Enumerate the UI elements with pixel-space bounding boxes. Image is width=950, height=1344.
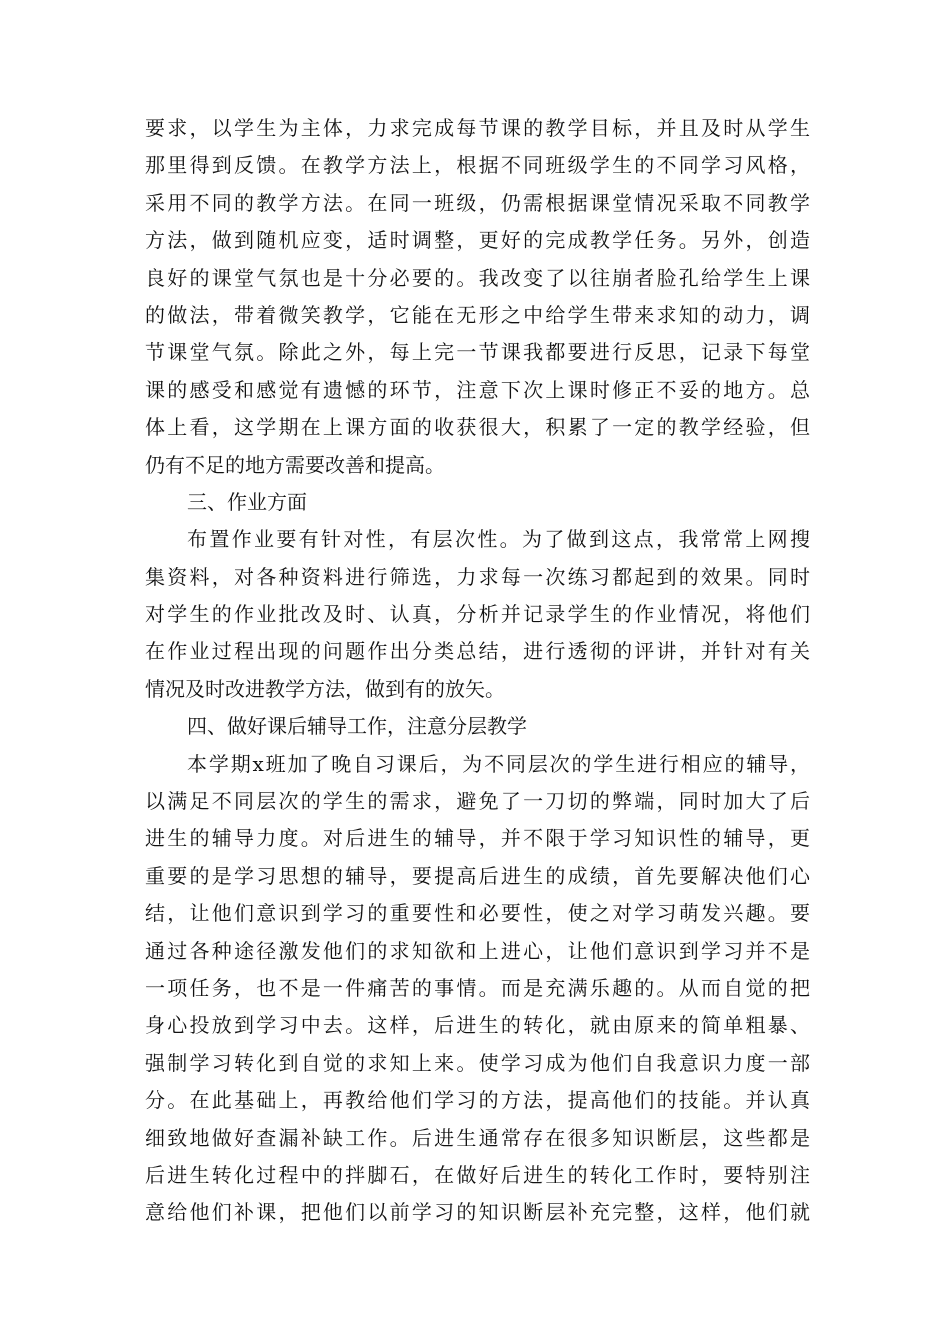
text-line: 情况及时改进教学方法，做到有的放矢。 bbox=[145, 676, 505, 701]
text-line: 那里得到反馈。在教学方法上，根据不同班级学生的不同学习风格， bbox=[145, 153, 810, 178]
text-line: 要求，以学生为主体，力求完成每节课的教学目标，并且及时从学生 bbox=[145, 116, 810, 140]
paragraph-tutoring bbox=[145, 746, 810, 1232]
text-line: 结，让他们意识到学习的重要性和必要性，使之对学习萌发兴趣。要 bbox=[145, 901, 810, 926]
text-line: 良好的课堂气氛也是十分必要的。我改变了以往崩者脸孔给学生上课 bbox=[145, 265, 810, 290]
paragraph-teaching-methods bbox=[145, 110, 810, 484]
text-line: 本学期x班加了晚自习课后，为不同层次的学生进行相应的辅导， bbox=[187, 751, 810, 776]
text-line: 仍有不足的地方需要改善和提高。 bbox=[145, 452, 445, 477]
text-line: 通过各种途径激发他们的求知欲和上进心，让他们意识到学习并不是 bbox=[145, 938, 810, 963]
text-line: 强制学习转化到自觉的求知上来。使学习成为他们自我意识力度一部 bbox=[145, 1050, 810, 1075]
text-line: 进生的辅导力度。对后进生的辅导，并不限于学习知识性的辅导，更 bbox=[145, 826, 810, 851]
section-heading-tutoring: 四、做好课后辅导工作，注意分层教学 bbox=[187, 714, 527, 739]
text-line: 意给他们补课，把他们以前学习的知识断层补充完整，这样，他们就 bbox=[145, 1200, 810, 1225]
text-line: 体上看，这学期在上课方面的收获很大，积累了一定的教学经验，但 bbox=[145, 415, 810, 440]
text-line: 在作业过程出现的问题作出分类总结，进行透彻的评讲，并针对有关 bbox=[145, 639, 810, 664]
text-line: 以满足不同层次的学生的需求，避免了一刀切的弊端，同时加大了后 bbox=[145, 789, 810, 814]
text-line: 集资料，对各种资料进行筛选，力求每一次练习都起到的效果。同时 bbox=[145, 564, 810, 589]
text-line: 方法，做到随机应变，适时调整，更好的完成教学任务。另外，创造 bbox=[145, 228, 810, 253]
section-heading-homework: 三、作业方面 bbox=[187, 489, 307, 514]
text-line: 对学生的作业批改及时、认真，分析并记录学生的作业情况，将他们 bbox=[145, 602, 810, 627]
text-line: 采用不同的教学方法。在同一班级，仍需根据课堂情况采取不同教学 bbox=[145, 190, 810, 215]
text-line: 细致地做好查漏补缺工作。后进生通常存在很多知识断层，这些都是 bbox=[145, 1125, 810, 1150]
document-body bbox=[145, 110, 810, 1232]
text-line: 分。在此基础上，再教给他们学习的方法，提高他们的技能。并认真 bbox=[145, 1088, 810, 1113]
text-line: 的做法，带着微笑教学，它能在无形之中给学生带来求知的动力，调 bbox=[145, 302, 810, 327]
paragraph-homework bbox=[145, 521, 810, 708]
text-line: 后进生转化过程中的拌脚石，在做好后进生的转化工作时，要特别注 bbox=[145, 1162, 810, 1187]
text-line: 身心投放到学习中去。这样，后进生的转化，就由原来的简单粗暴、 bbox=[145, 1013, 810, 1038]
text-line: 节课堂气氛。除此之外，每上完一节课我都要进行反思，记录下每堂 bbox=[145, 340, 810, 365]
text-line: 一项任务，也不是一件痛苦的事情。而是充满乐趣的。从而自觉的把 bbox=[145, 975, 810, 1000]
text-line: 课的感受和感觉有遗憾的环节，注意下次上课时修正不妥的地方。总 bbox=[145, 377, 810, 402]
text-line: 重要的是学习思想的辅导，要提高后进生的成绩，首先要解决他们心 bbox=[145, 863, 810, 888]
text-line: 布置作业要有针对性，有层次性。为了做到这点，我常常上网搜 bbox=[187, 527, 810, 552]
